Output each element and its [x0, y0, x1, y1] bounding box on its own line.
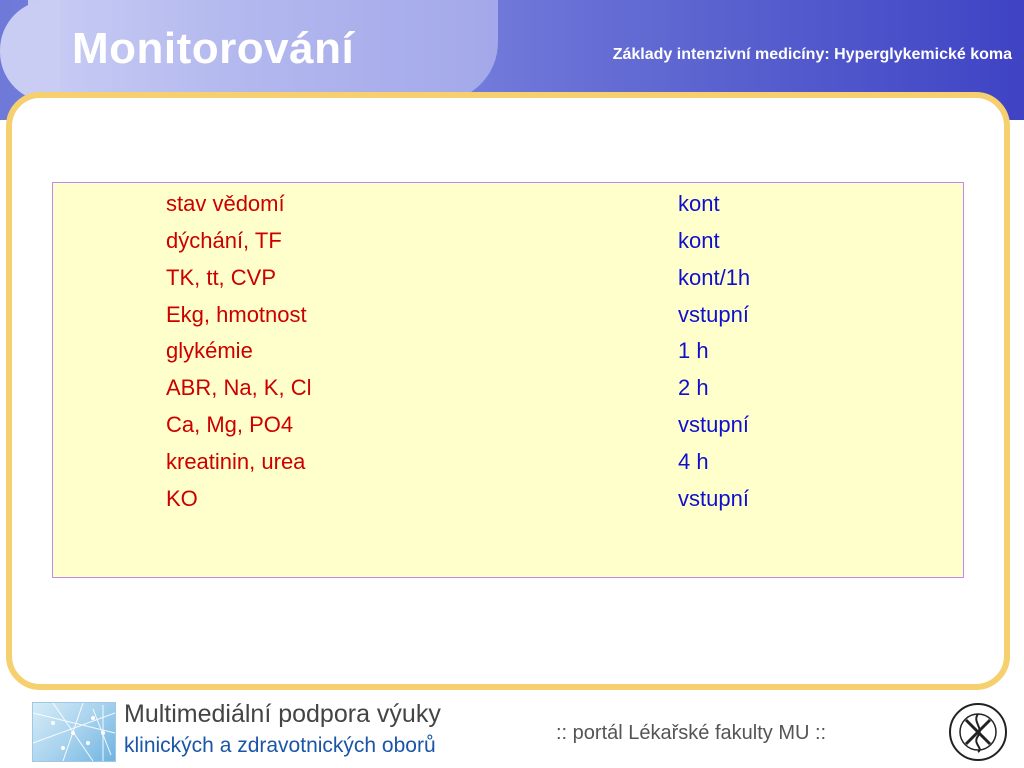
- slide-subtitle: Základy intenzivní medicíny: Hyperglykemické koma: [612, 46, 1012, 63]
- table-row: [53, 486, 963, 522]
- page-title: Monitorování: [72, 24, 355, 73]
- parameter-cell: Ca, Mg, PO4: [166, 412, 294, 437]
- parameter-cell: stav vědomí: [166, 191, 285, 216]
- university-seal-icon: [948, 702, 1008, 762]
- frequency-cell: kont: [678, 228, 720, 253]
- parameter-cell: TK, tt, CVP: [166, 265, 277, 290]
- monitoring-table: [52, 182, 964, 578]
- table-row: [53, 449, 963, 485]
- table-row: [53, 302, 963, 338]
- parameter-cell: kreatinin, urea: [166, 449, 306, 474]
- parameter-cell: Ekg, hmotnost: [166, 302, 307, 327]
- table-row: [53, 375, 963, 411]
- frequency-cell: kont: [678, 191, 720, 216]
- frequency-cell: vstupní: [678, 302, 749, 327]
- portal-link[interactable]: :: portál Lékařské fakulty MU ::: [556, 722, 827, 744]
- footer-heading: Multimediální podpora výuky: [124, 700, 441, 728]
- parameter-cell: KO: [166, 486, 198, 511]
- frequency-cell: vstupní: [678, 486, 749, 511]
- frequency-cell: 1 h: [678, 338, 709, 363]
- parameter-cell: dýchání, TF: [166, 228, 282, 253]
- table-row: [53, 228, 963, 264]
- network-grid-logo-icon: [32, 702, 116, 762]
- parameter-cell: ABR, Na, K, Cl: [166, 375, 312, 400]
- table-row: [53, 412, 963, 448]
- table-row: [53, 338, 963, 374]
- frequency-cell: 4 h: [678, 449, 709, 474]
- frequency-cell: 2 h: [678, 375, 709, 400]
- table-row: [53, 265, 963, 301]
- frequency-cell: vstupní: [678, 412, 749, 437]
- footer-subheading: klinických a zdravotnických oborů: [124, 734, 436, 757]
- frequency-cell: kont/1h: [678, 265, 751, 290]
- parameter-cell: glykémie: [166, 338, 253, 363]
- table-row: [53, 191, 963, 227]
